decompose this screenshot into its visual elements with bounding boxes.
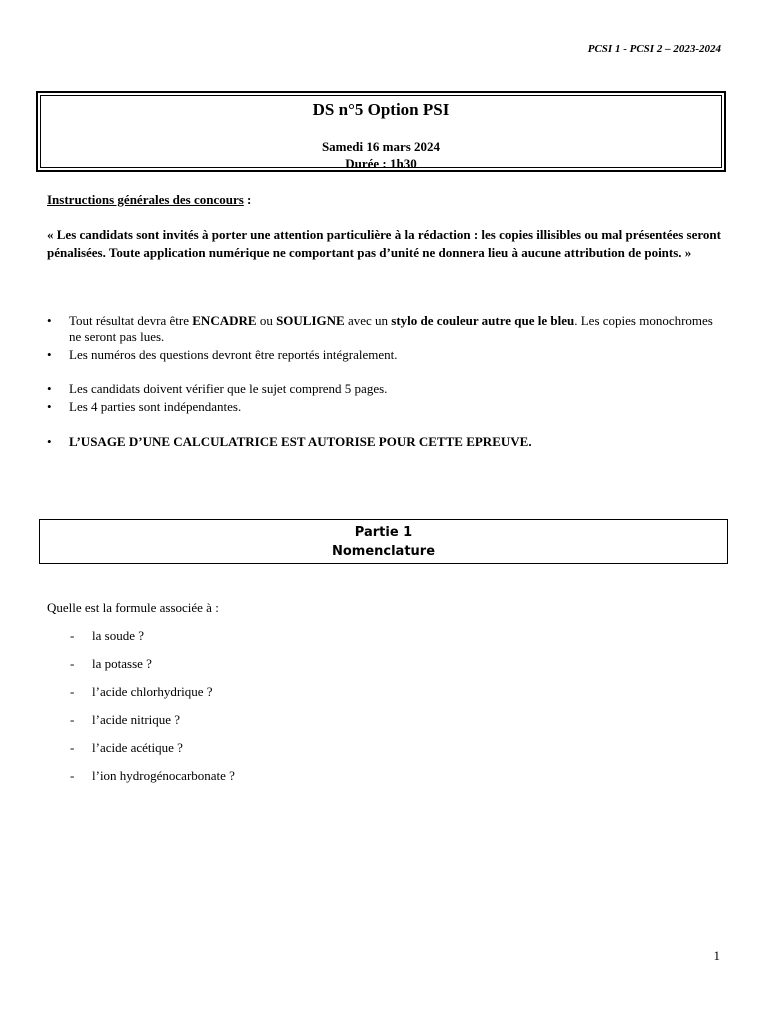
bullet-icon: • — [47, 313, 52, 328]
pen-color-text: stylo de couleur autre que le bleu — [391, 313, 575, 328]
part-1-box — [39, 519, 728, 564]
list-item: - la potasse ? — [70, 656, 152, 671]
exam-date: Samedi 16 mars 2024 — [321, 139, 441, 154]
bullet-item: • Les candidats doivent vérifier que le sujet comprend 5 pages. — [47, 381, 388, 396]
instructions-quote: « Les candidats sont invités à porter une attention particulière à la rédaction : les copies illisibles ou mal présentées seront pénalisées. Toute application numérique ne comportant pas d’unité ne donnera lieu à aucune attribution de points. » — [47, 227, 721, 260]
instructions-heading-text: Instructions générales des concours — [47, 192, 244, 207]
bullet-icon: • — [47, 381, 52, 396]
dash-marker: - — [70, 656, 75, 671]
exam-title-box — [36, 91, 726, 172]
question-prompt: Quelle est la formule associée à : — [47, 600, 219, 615]
bullet-item — [47, 434, 721, 450]
bullet-item: • Les numéros des questions devront être reportés intégralement. — [47, 347, 398, 362]
bullet-list-1 — [47, 313, 721, 363]
bullet-list-2 — [47, 381, 721, 415]
dash-marker: - — [70, 712, 75, 727]
dash-marker: - — [70, 768, 75, 783]
bullet-item: • Tout résultat devra être ENCADRE ou SOULIGNE avec un stylo de couleur autre que le bleu. Les copies monochromes ne seront pas lues. — [47, 313, 713, 344]
list-item: - l’acide acétique ? — [70, 740, 183, 755]
list-item: - l’ion hydrogénocarbonate ? — [70, 768, 235, 783]
dash-marker: - — [70, 684, 75, 699]
formula-list — [70, 628, 235, 796]
bullet-icon: • — [47, 399, 52, 414]
bullet-icon: • — [47, 434, 52, 449]
list-item: - l’acide chlorhydrique ? — [70, 684, 213, 699]
course-header: PCSI 1 - PCSI 2 – 2023-2024 — [587, 43, 721, 55]
calculator-notice: L’USAGE D’UNE CALCULATRICE EST AUTORISE POUR CETTE EPREUVE. — [69, 434, 532, 449]
exam-title-inner-frame — [40, 95, 722, 171]
souligne-text: SOULIGNE — [276, 313, 345, 328]
list-item: - la soude ? — [70, 628, 144, 643]
bullet-item: • Les 4 parties sont indépendantes. — [47, 399, 242, 414]
dash-marker: - — [70, 740, 75, 755]
part-title: Nomenclature — [331, 544, 436, 559]
exam-title: DS n°5 Option PSI — [312, 100, 450, 119]
bullet-list-3 — [47, 434, 721, 450]
instructions-heading — [47, 192, 251, 208]
part-label: Partie 1 — [354, 525, 413, 540]
page-number: 1 — [713, 948, 720, 963]
instructions-heading-colon: : — [243, 192, 252, 207]
list-item: - l’acide nitrique ? — [70, 712, 181, 727]
bullet-icon: • — [47, 347, 52, 362]
exam-duration: Durée : 1h30 — [345, 156, 417, 171]
encadre-text: ENCADRE — [192, 313, 257, 328]
dash-marker: - — [70, 628, 75, 643]
